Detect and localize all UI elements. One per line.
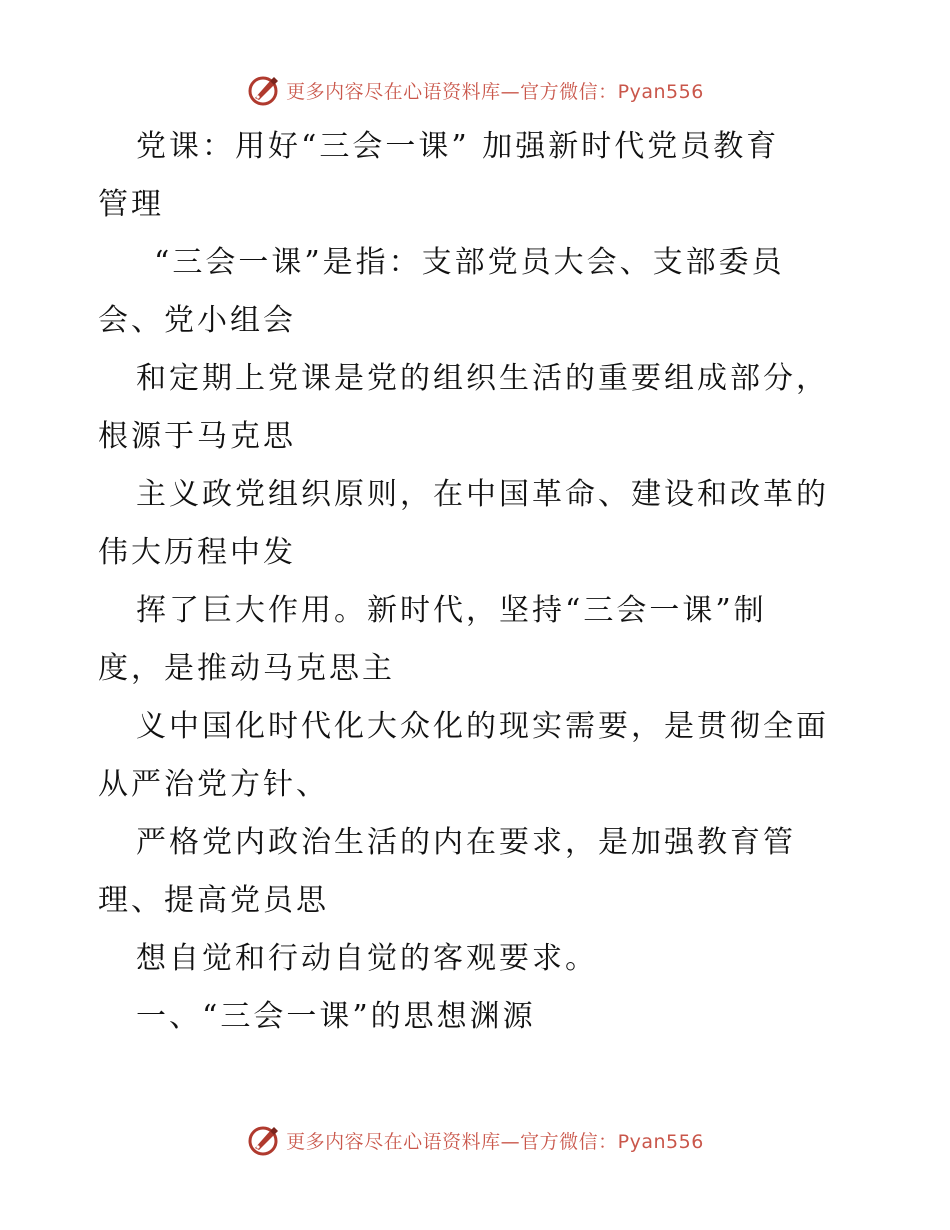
watermark-text: 更多内容尽在心语资料库—官方微信：Pyan556: [286, 80, 704, 103]
pen-logo-icon: [246, 1122, 282, 1158]
watermark-text: 更多内容尽在心语资料库—官方微信：Pyan556: [286, 1130, 704, 1153]
text-line: 管理: [98, 187, 164, 222]
footer-watermark: [0, 1122, 950, 1158]
pen-logo-icon: [246, 72, 282, 108]
text-line: 会、党小组会: [98, 303, 296, 338]
text-line: 义中国化时代化大众化的现实需要，是贯彻全面: [136, 709, 829, 744]
text-line: 党课：用好“三会一课” 加强新时代党员教育: [136, 129, 780, 164]
text-line: 根源于马克思: [98, 419, 296, 454]
text-line: 度，是推动马克思主: [98, 651, 395, 686]
text-line: 理、提高党员思: [98, 883, 329, 918]
text-line: 主义政党组织原则，在中国革命、建设和改革的: [136, 477, 829, 512]
document-body: [98, 118, 858, 1046]
text-line: “三会一课”是指：支部党员大会、支部委员: [154, 245, 785, 280]
text-line: 一、“三会一课”的思想渊源: [136, 999, 536, 1034]
text-line: 想自觉和行动自觉的客观要求。: [136, 941, 598, 976]
text-line: 和定期上党课是党的组织生活的重要组成部分，: [136, 361, 829, 396]
header-watermark: [0, 72, 950, 108]
text-line: 严格党内政治生活的内在要求，是加强教育管: [136, 825, 796, 860]
text-line: 挥了巨大作用。新时代，坚持“三会一课”制: [136, 593, 767, 628]
text-line: 从严治党方针、: [98, 767, 329, 802]
text-line: 伟大历程中发: [98, 535, 296, 570]
